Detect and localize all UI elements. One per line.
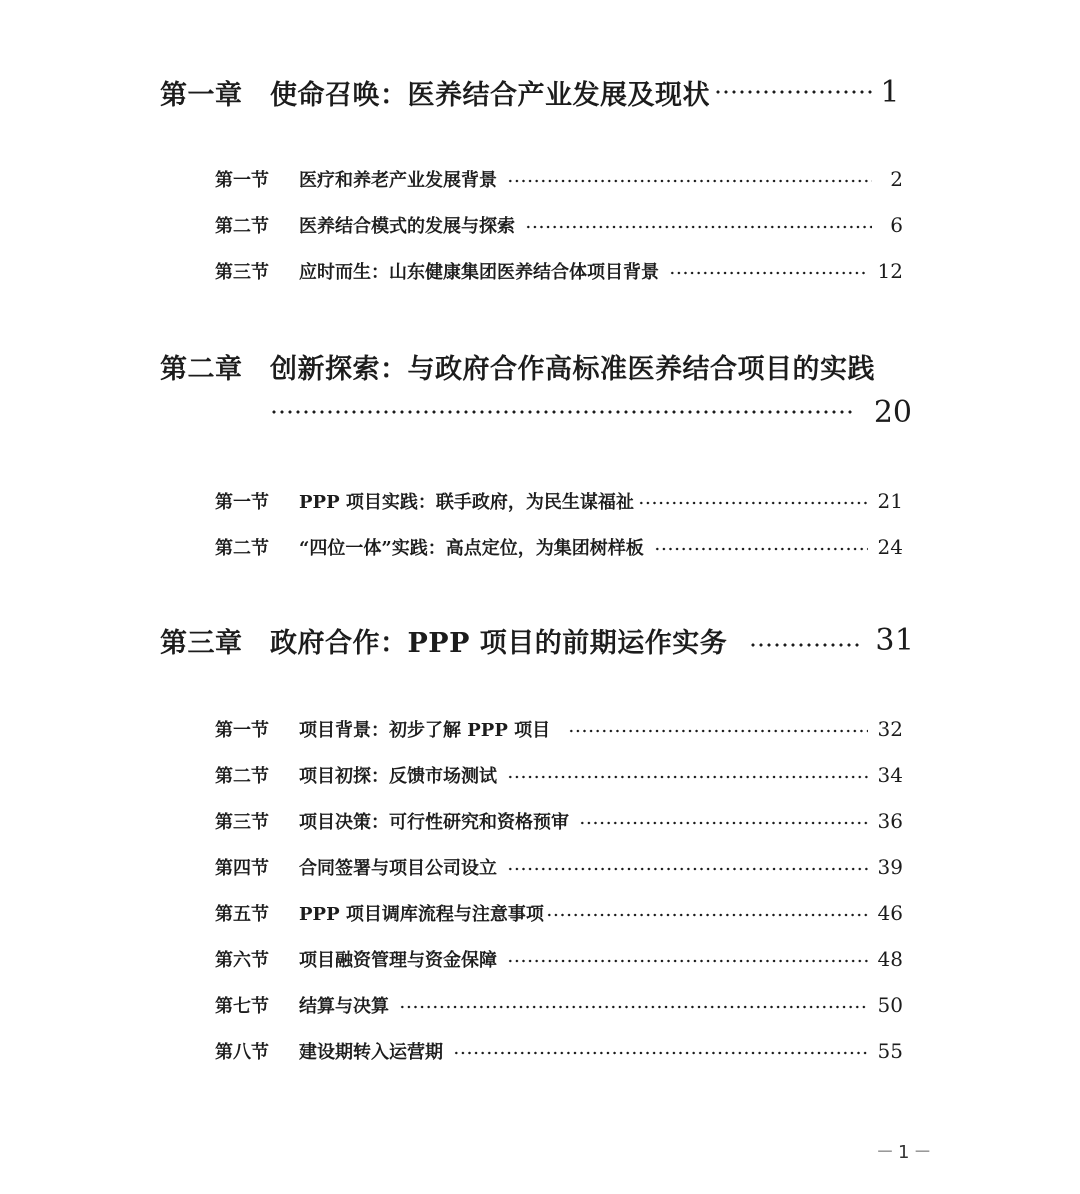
- dot-leader: [270, 410, 852, 414]
- section-3-4-entry[interactable]: [215, 852, 903, 882]
- section-title: PPP 项目实践：联手政府，为民生谋福祉: [299, 492, 634, 513]
- section-title: PPP 项目调库流程与注意事项: [299, 904, 544, 925]
- section-3-5-entry[interactable]: [215, 898, 903, 928]
- section-number: 第七节: [215, 996, 269, 1017]
- section-title: 项目决策：可行性研究和资格预审: [299, 812, 569, 833]
- chapter-number: 第一章: [160, 79, 243, 111]
- section-title: 项目融资管理与资金保障: [299, 950, 497, 971]
- dot-leader: [507, 867, 868, 871]
- chapter-title: 政府合作：PPP 项目的前期运作实务: [270, 627, 728, 659]
- page-footer-number: －1－: [876, 1142, 936, 1163]
- section-number: 第六节: [215, 950, 269, 971]
- section-page-number: 6: [890, 213, 903, 237]
- section-title: 建设期转入运营期: [299, 1042, 443, 1063]
- section-page-number: 55: [877, 1039, 903, 1063]
- section-number: 第二节: [215, 538, 269, 559]
- dot-leader: [453, 1051, 868, 1055]
- dot-leader: [525, 225, 872, 229]
- section-title: 结算与决算: [299, 996, 389, 1017]
- dot-leader: [568, 729, 867, 733]
- section-title: 应时而生：山东健康集团医养结合体项目背景: [299, 262, 659, 283]
- section-number: 第一节: [215, 170, 269, 191]
- section-page-number: 2: [890, 167, 903, 191]
- section-number: 第一节: [215, 720, 269, 741]
- section-number: 第二节: [215, 216, 269, 237]
- section-1-2-entry[interactable]: [215, 210, 903, 240]
- chapter-2-entry[interactable]: [160, 344, 900, 388]
- section-number: 第八节: [215, 1042, 269, 1063]
- chapter-number: 第二章: [160, 353, 243, 385]
- section-page-number: 39: [877, 855, 903, 879]
- section-3-1-entry[interactable]: [215, 714, 903, 744]
- chapter-title: 创新探索：与政府合作高标准医养结合项目的实践: [270, 353, 875, 385]
- section-page-number: 12: [877, 259, 903, 283]
- section-2-1-entry[interactable]: [215, 486, 903, 516]
- chapter-number: 第三章: [160, 627, 243, 659]
- section-number: 第四节: [215, 858, 269, 879]
- section-1-1-entry[interactable]: [215, 164, 903, 194]
- section-title: “四位一体”实践：高点定位，为集团树样板: [299, 538, 644, 559]
- dot-leader: [507, 959, 868, 963]
- section-3-3-entry[interactable]: [215, 806, 903, 836]
- section-title: 医疗和养老产业发展背景: [299, 170, 497, 191]
- section-title: 项目初探：反馈市场测试: [299, 766, 497, 787]
- dot-leader: [669, 271, 868, 275]
- section-3-2-entry[interactable]: [215, 760, 903, 790]
- chapter-2-entry-continuation[interactable]: [270, 392, 912, 432]
- section-number: 第三节: [215, 812, 269, 833]
- section-3-7-entry[interactable]: [215, 990, 903, 1020]
- section-1-3-entry[interactable]: [215, 256, 903, 286]
- dot-leader: [507, 179, 872, 183]
- section-number: 第一节: [215, 492, 269, 513]
- dot-leader: [654, 547, 868, 551]
- chapter-page-number: 1: [880, 74, 900, 110]
- chapter-page-number: 20: [873, 394, 912, 430]
- dot-leader: [749, 643, 861, 647]
- dot-leader: [714, 90, 876, 94]
- section-3-6-entry[interactable]: [215, 944, 903, 974]
- section-page-number: 21: [877, 489, 903, 513]
- section-number: 第五节: [215, 904, 269, 925]
- dot-leader: [399, 1005, 868, 1009]
- chapter-3-entry[interactable]: [160, 618, 915, 662]
- chapter-page-number: 31: [875, 622, 915, 658]
- chapter-title: 使命召唤：医养结合产业发展及现状: [270, 79, 710, 111]
- dot-leader: [638, 501, 868, 505]
- section-page-number: 36: [877, 809, 903, 833]
- dot-leader: [546, 913, 868, 917]
- section-page-number: 50: [877, 993, 903, 1017]
- dot-leader: [507, 775, 868, 779]
- chapter-1-entry[interactable]: [160, 70, 900, 114]
- section-page-number: 34: [877, 763, 903, 787]
- section-title: 合同签署与项目公司设立: [299, 858, 497, 879]
- section-2-2-entry[interactable]: [215, 532, 903, 562]
- section-page-number: 46: [877, 901, 903, 925]
- dot-leader: [579, 821, 868, 825]
- section-number: 第三节: [215, 262, 269, 283]
- section-title: 医养结合模式的发展与探索: [299, 216, 515, 237]
- section-page-number: 48: [877, 947, 903, 971]
- section-title: 项目背景：初步了解 PPP 项目: [299, 720, 551, 741]
- section-number: 第二节: [215, 766, 269, 787]
- section-page-number: 32: [877, 717, 903, 741]
- section-page-number: 24: [877, 535, 903, 559]
- section-3-8-entry[interactable]: [215, 1036, 903, 1066]
